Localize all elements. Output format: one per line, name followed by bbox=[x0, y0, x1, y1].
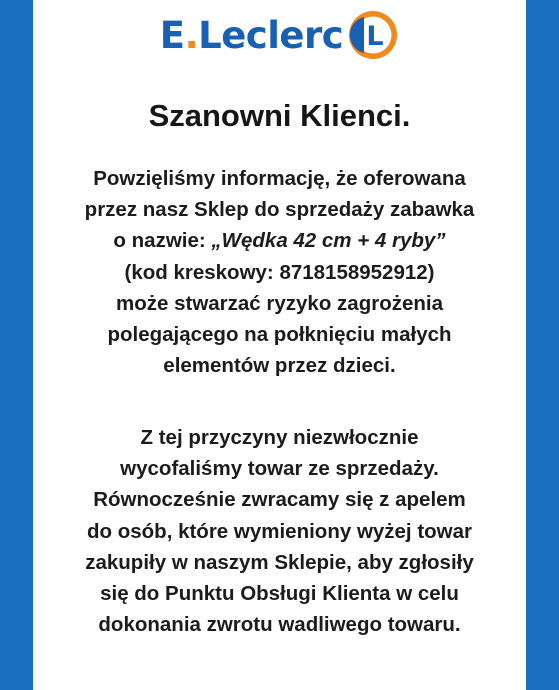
text-line: przez nasz Sklep do sprzedaży zabawka bbox=[84, 198, 475, 222]
text-line bbox=[33, 225, 526, 256]
logo-wordmark bbox=[159, 13, 344, 57]
recall-info-paragraph bbox=[33, 163, 526, 381]
text-line: polegającego na połknięciu małych bbox=[107, 323, 452, 347]
logo-letter-e: E bbox=[159, 13, 185, 57]
text-line: zakupiły w naszym Sklepie, aby zgłosiły bbox=[85, 550, 474, 574]
left-frame-bar bbox=[0, 0, 33, 690]
barcode-line: (kod kreskowy: 8718158952912) bbox=[124, 260, 435, 284]
text-line: może stwarzać ryzyko zagrożenia bbox=[116, 291, 443, 315]
leclerc-logo bbox=[33, 5, 526, 65]
text-line: elementów przez dzieci. bbox=[163, 354, 396, 378]
notice-title: Szanowni Klienci. bbox=[148, 98, 411, 133]
text-line: wycofaliśmy towar ze sprzedaży. bbox=[120, 457, 439, 481]
return-request-paragraph bbox=[33, 422, 526, 640]
text-line: Równocześnie zwracamy się z apelem bbox=[93, 488, 466, 512]
logo-emblem-letter: L bbox=[366, 21, 384, 52]
text-line: się do Punktu Obsługi Klienta w celu bbox=[100, 582, 459, 606]
logo-name: Leclerc bbox=[198, 13, 344, 57]
right-frame-bar bbox=[526, 0, 559, 690]
text-line: do osób, które wymieniony wyżej towar bbox=[86, 519, 472, 543]
notice-content bbox=[33, 0, 526, 690]
product-name: „Wędka 42 cm + 4 ryby” bbox=[211, 229, 446, 253]
text-line: Z tej przyczyny niezwłocznie bbox=[140, 426, 419, 449]
product-name-prefix: o nazwie: bbox=[113, 229, 212, 253]
logo-dot: . bbox=[184, 13, 199, 57]
text-line: Powzięliśmy informację, że oferowana bbox=[93, 167, 466, 190]
leclerc-emblem-icon bbox=[347, 9, 399, 61]
text-line: dokonania zwrotu wadliwego towaru. bbox=[98, 613, 461, 637]
